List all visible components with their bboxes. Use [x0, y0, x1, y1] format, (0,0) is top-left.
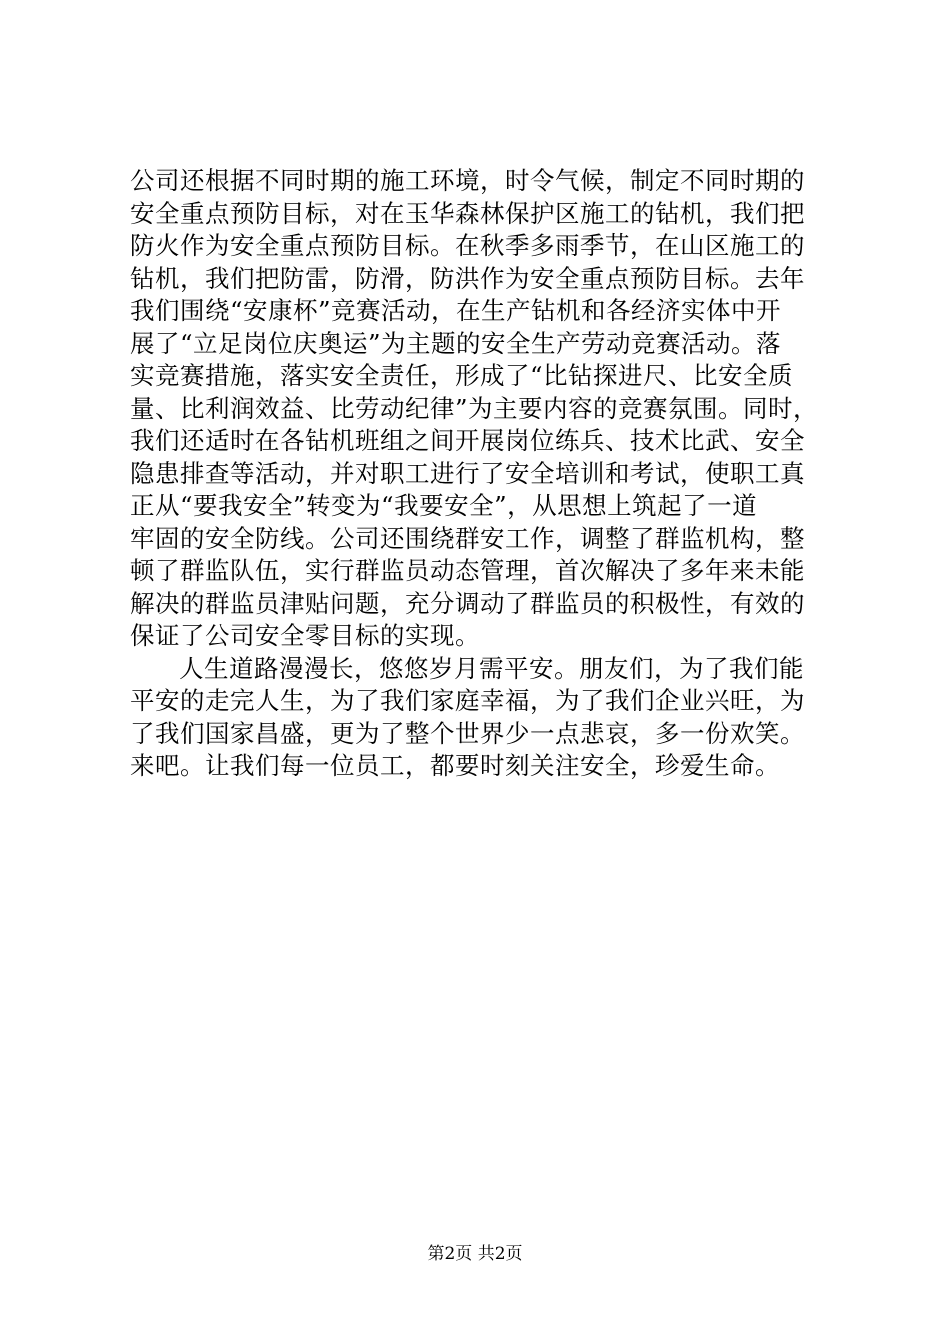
text-line: 保证了公司安全零目标的实现。 — [130, 621, 480, 650]
text-line: 正从“要我安全”转变为“我要安全”，从思想上筑起了一道 — [130, 491, 758, 520]
text-line: 牢固的安全防线。公司还围绕群安工作，调整了群监机构，整 — [130, 523, 805, 553]
text-line: 平安的走完人生，为了我们家庭幸福，为了我们企业兴旺，为 — [130, 686, 805, 715]
page-footer: 第2页 共2页 — [427, 1244, 523, 1264]
text-line: 公司还根据不同时期的施工环境，时令气候，制定不同时期的 — [130, 166, 805, 195]
text-line: 钻机，我们把防雷，防滑，防洪作为安全重点预防目标。去年 — [130, 263, 805, 293]
text-line: 来吧。让我们每一位员工，都要时刻关注安全，珍爱生命。 — [130, 751, 780, 780]
body-text — [130, 165, 830, 783]
text-line: 我们围绕“安康杯”竞赛活动，在生产钻机和各经济实体中开 — [130, 296, 782, 325]
text-line: 防火作为安全重点预防目标。在秋季多雨季节，在山区施工的 — [130, 231, 805, 260]
text-line: 顿了群监队伍，实行群监员动态管理，首次解决了多年来未能 — [130, 556, 805, 585]
text-line: 了我们国家昌盛，更为了整个世界少一点悲哀，多一份欢笑。 — [130, 718, 805, 748]
text-line: 隐患排查等活动，并对职工进行了安全培训和考试，使职工真 — [130, 458, 805, 488]
text-line: 实竞赛措施，落实安全责任，形成了“比钻探进尺、比安全质 — [130, 361, 794, 390]
paragraph-start-line: 人生道路漫漫长，悠悠岁月需平安。朋友们，为了我们能 — [179, 653, 804, 683]
text-line: 解决的群监员津贴问题，充分调动了群监员的积极性，有效的 — [130, 588, 805, 618]
text-line: 展了“立足岗位庆奥运”为主题的安全生产劳动竞赛活动。落 — [130, 328, 782, 358]
text-line: 我们还适时在各钻机班组之间开展岗位练兵、技术比武、安全 — [130, 426, 805, 455]
text-line: 量、比利润效益、比劳动纪律”为主要内容的竞赛氛围。同时， — [130, 393, 819, 423]
text-line: 安全重点预防目标，对在玉华森林保护区施工的钻机，我们把 — [130, 198, 805, 228]
